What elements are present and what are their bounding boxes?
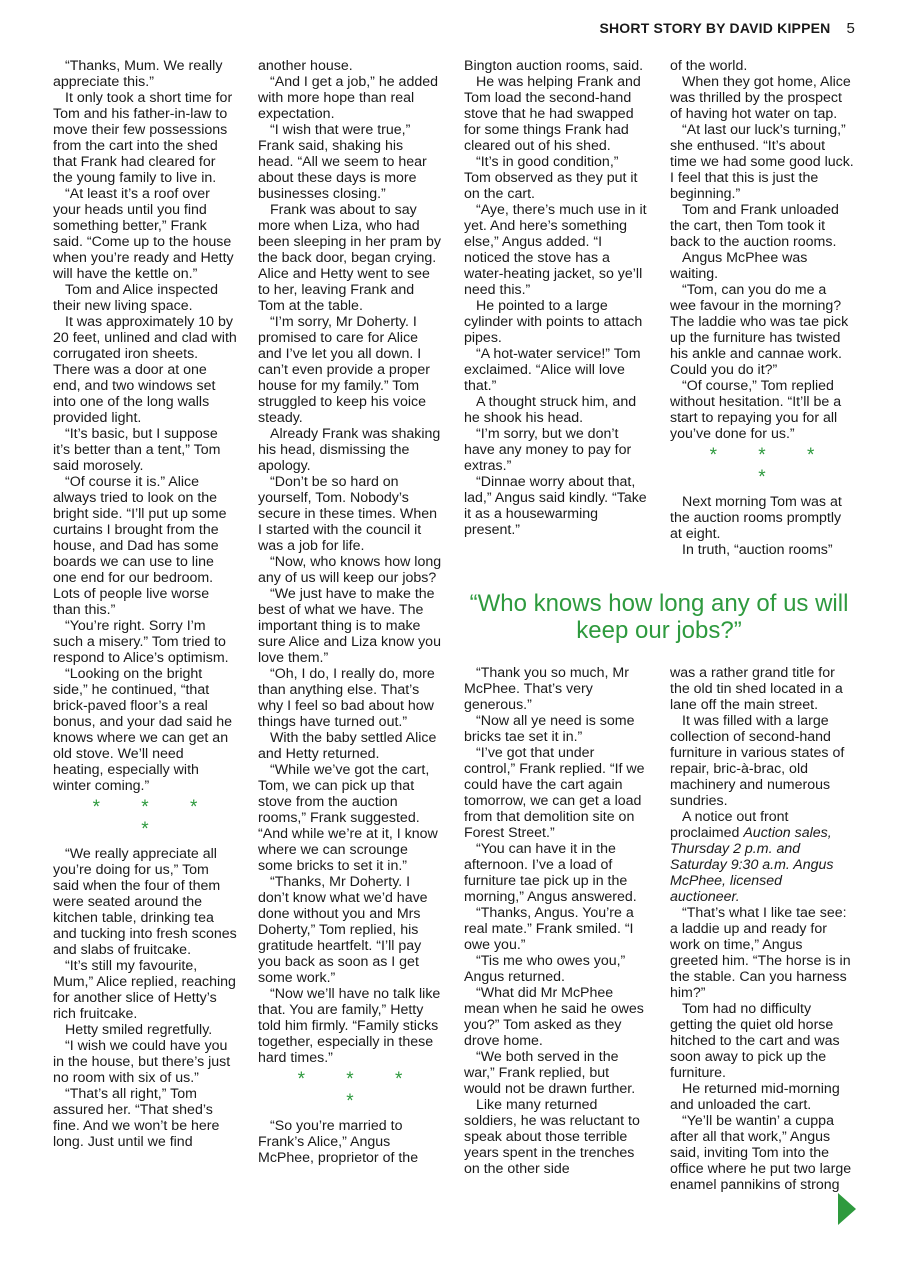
paragraph: “It’s in good condition,” Tom observed as they put it on the cart. [464,154,638,202]
paragraph: “Thanks, Angus. You’re a real mate.” Frank smiled. “I owe you.” [464,905,634,953]
page-header [599,20,855,37]
paragraph: Next morning Tom was at the auction rooms promptly at eight. [670,494,842,542]
paragraph: When they got home, Alice was thrilled by the prospect of having hot water on tap. [670,74,851,122]
column-3-bottom [464,665,648,1177]
page-number: 5 [846,20,855,37]
running-title: SHORT STORY BY DAVID KIPPEN [599,20,831,36]
column-3-top [464,58,648,538]
paragraph: “Now all ye need is some bricks tae set it in.” [464,713,635,745]
paragraph: Frank was about to say more when Liza, who had been sleeping in her pram by the back door, began crying. Alice and Hetty went to see to her, leaving Frank and Tom at the table. [258,202,441,314]
column-4-top [670,58,854,558]
paragraph: “What did Mr McPhee mean when he said he owes you?” Tom asked as they drove home. [464,985,644,1049]
paragraph: Like many returned soldiers, he was reluctant to speak about those terrible years spent in the trenches on the other side [464,1097,640,1177]
paragraph: Tom had no difficulty getting the quiet old horse hitched to the cart and was soon away to pick up the furniture. [670,1001,840,1081]
paragraph: Tom and Frank unloaded the cart, then Tom took it back to the auction rooms. [670,202,839,250]
paragraph: “We just have to make the best of what we have. The important thing is to make sure Alice and Liza know you love them.” [258,586,441,666]
paragraph: “That’s all right,” Tom assured her. “That shed’s fine. And we won’t be here long. Just until we find [53,1086,220,1150]
paragraph: “You can have it in the afternoon. I’ve a load of furniture tae pick up in the morning,” Angus answered. [464,841,637,905]
paragraph: “Of course,” Tom replied without hesitation. “It’ll be a start to repaying you for all you’ve done for us.” [670,378,842,442]
paragraph: “Oh, I do, I really do, more than anything else. That’s why I feel so bad about how things have turned out.” [258,666,435,730]
paragraph: It only took a short time for Tom and his father-in-law to move their few possessions from the cart into the shed that Frank had cleared for the young family to live in. [53,90,233,186]
paragraph: He returned mid-morning and unloaded the cart. [670,1081,840,1113]
paragraph: “At last our luck’s turning,” she enthused. “It’s about time we had some good luck. I feel that this is just the beginning.” [670,122,854,202]
paragraph: “I’m sorry, Mr Doherty. I promised to care for Alice and I’ve let you all down. I can’t even provide a proper house for my family.” Tom struggled to keep his voice steady. [258,314,430,426]
section-separator: * * * * [297,1069,421,1112]
paragraph: “Ye’ll be wantin’ a cuppa after all that work,” Angus said, inviting Tom into the office where he put two large enamel pannikins of strong [670,1113,852,1193]
paragraph: “Thank you so much, Mr McPhee. That’s very generous.” [464,665,629,713]
paragraph: In truth, “auction rooms” [682,542,833,558]
paragraph: With the baby settled Alice and Hetty returned. [258,730,437,762]
paragraph: “I wish we could have you in the house, but there’s just no room with six of us.” [53,1038,231,1086]
paragraph: Bington auction rooms, said. [464,58,644,74]
paragraph: “It’s basic, but I suppose it’s better than a tent,” Tom said morosely. [53,426,221,474]
paragraph: “Don’t be so hard on yourself, Tom. Nobody’s secure in these times. When I started with the council it was a job for life. [258,474,437,554]
column-4-bottom [670,665,854,1193]
paragraph: Already Frank was shaking his head, dismissing the apology. [258,426,441,474]
paragraph: “Tom, can you do me a wee favour in the morning? The laddie who was tae pick up the furniture has twisted his ankle and cannae work. Could you do it?” [670,282,849,378]
paragraph: “I wish that were true,” Frank said, shaking his head. “All we seem to hear about these days is more businesses closing.” [258,122,427,202]
paragraph: He pointed to a large cylinder with points to attach pipes. [464,298,643,346]
paragraph: “I’ve got that under control,” Frank replied. “If we could have the cart again tomorrow, we can get a load from that demolition site on Forest Street.” [464,745,645,841]
paragraph: “You’re right. Sorry I’m such a misery.” Tom tried to respond to Alice’s optimism. [53,618,229,666]
column-1 [53,58,237,1150]
continue-arrow-icon[interactable] [838,1193,856,1225]
paragraph: “At least it’s a roof over your heads until you find something better,” Frank said. “Come up to the house when you’re ready and Hetty will have the kettle on.” [53,186,234,282]
paragraph: “Thanks, Mum. We really appreciate this.” [53,58,223,90]
paragraph: “Of course it is.” Alice always tried to look on the bright side. “I’ll put up some curtains I brought from the house, and Dad has some boards we can use to line one end for our bedroom. Lots of people live worse than this.” [53,474,227,618]
paragraph: “We really appreciate all you’re doing for us,” Tom said when the four of them were seated around the kitchen table, drinking tea and tucking into fresh scones and slabs of fruitcake. [53,846,237,958]
notice-text: Auction sales, Thursday 2 p.m. and Saturday 9:30 a.m. Angus McPhee, licensed auctioneer. [670,825,834,905]
paragraph: “Thanks, Mr Doherty. I don’t know what we’d have done without you and Mrs Doherty,” Tom replied, his gratitude heartfelt. “I’ll pay you back as soon as I get some work.” [258,874,428,986]
section-separator: * * * * [709,445,833,488]
column-2 [258,58,442,1166]
paragraph: “Looking on the bright side,” he continued, “that brick-paved floor’s a real bonus, and your dad said he knows where we can get an old stove. We’ll need heating, especially with winter coming.” [53,666,233,794]
section-separator: * * * * [92,797,216,840]
paragraph: “Now, who knows how long any of us will keep our jobs? [258,554,442,586]
paragraph: “Aye, there’s much use in it yet. And here’s something else,” Angus added. “I noticed the stove has a water-heating jacket, so ye’ll need this.” [464,202,647,298]
paragraph: “Now we’ll have no talk like that. You are family,” Hetty told him firmly. “Family sticks together, especially in these hard times.” [258,986,441,1066]
paragraph: of the world. [670,58,748,74]
paragraph: was a rather grand title for the old tin shed located in a lane off the main street. [670,665,843,713]
paragraph: “While we’ve got the cart, Tom, we can pick up that stove from the auction rooms,” Frank suggested. “And while we’re at it, I know where we can scrounge some bricks to set it in.” [258,762,438,874]
paragraph: A thought struck him, and he shook his head. [464,394,637,426]
paragraph: Tom and Alice inspected their new living space. [53,282,218,314]
pull-quote: “Who knows how long any of us will keep our jobs?” [469,590,849,644]
paragraph: Angus McPhee was waiting. [670,250,808,282]
paragraph: Hetty smiled regretfully. [65,1022,213,1038]
paragraph: “A hot-water service!” Tom exclaimed. “Alice will love that.” [464,346,641,394]
paragraph: “Tis me who owes you,” Angus returned. [464,953,626,985]
paragraph: “It’s still my favourite, Mum,” Alice replied, reaching for another slice of Hetty’s rich fruitcake. [53,958,236,1022]
paragraph: It was filled with a large collection of second-hand furniture in various states of repair, bric-à-brac, old machinery and numerous sundries. [670,713,845,809]
paragraph: “I’m sorry, but we don’t have any money to pay for extras.” [464,426,632,474]
notice-lead: A notice out front proclaimed [670,809,789,841]
paragraph: “We both served in the war,” Frank replied, but would not be drawn further. [464,1049,636,1097]
paragraph: “So you’re married to Frank’s Alice,” Angus McPhee, proprietor of the [258,1118,419,1166]
notice-paragraph [670,809,854,905]
paragraph: “Dinnae worry about that, lad,” Angus said kindly. “Take it as a housewarming present.” [464,474,647,538]
paragraph: It was approximately 10 by 20 feet, unlined and clad with corrugated iron sheets. There was a door at one end, and two windows set into one of the long walls provided light. [53,314,237,426]
paragraph: another house. [258,58,353,74]
paragraph: “That’s what I like tae see: a laddie up and ready for work on time,” Angus greeted him. “The horse is in the stable. Can you harness him?” [670,905,851,1001]
paragraph: “And I get a job,” he added with more hope than real expectation. [258,74,439,122]
paragraph: He was helping Frank and Tom load the second-hand stove that he had swapped for some things Frank had cleared out of his shed. [464,74,641,154]
